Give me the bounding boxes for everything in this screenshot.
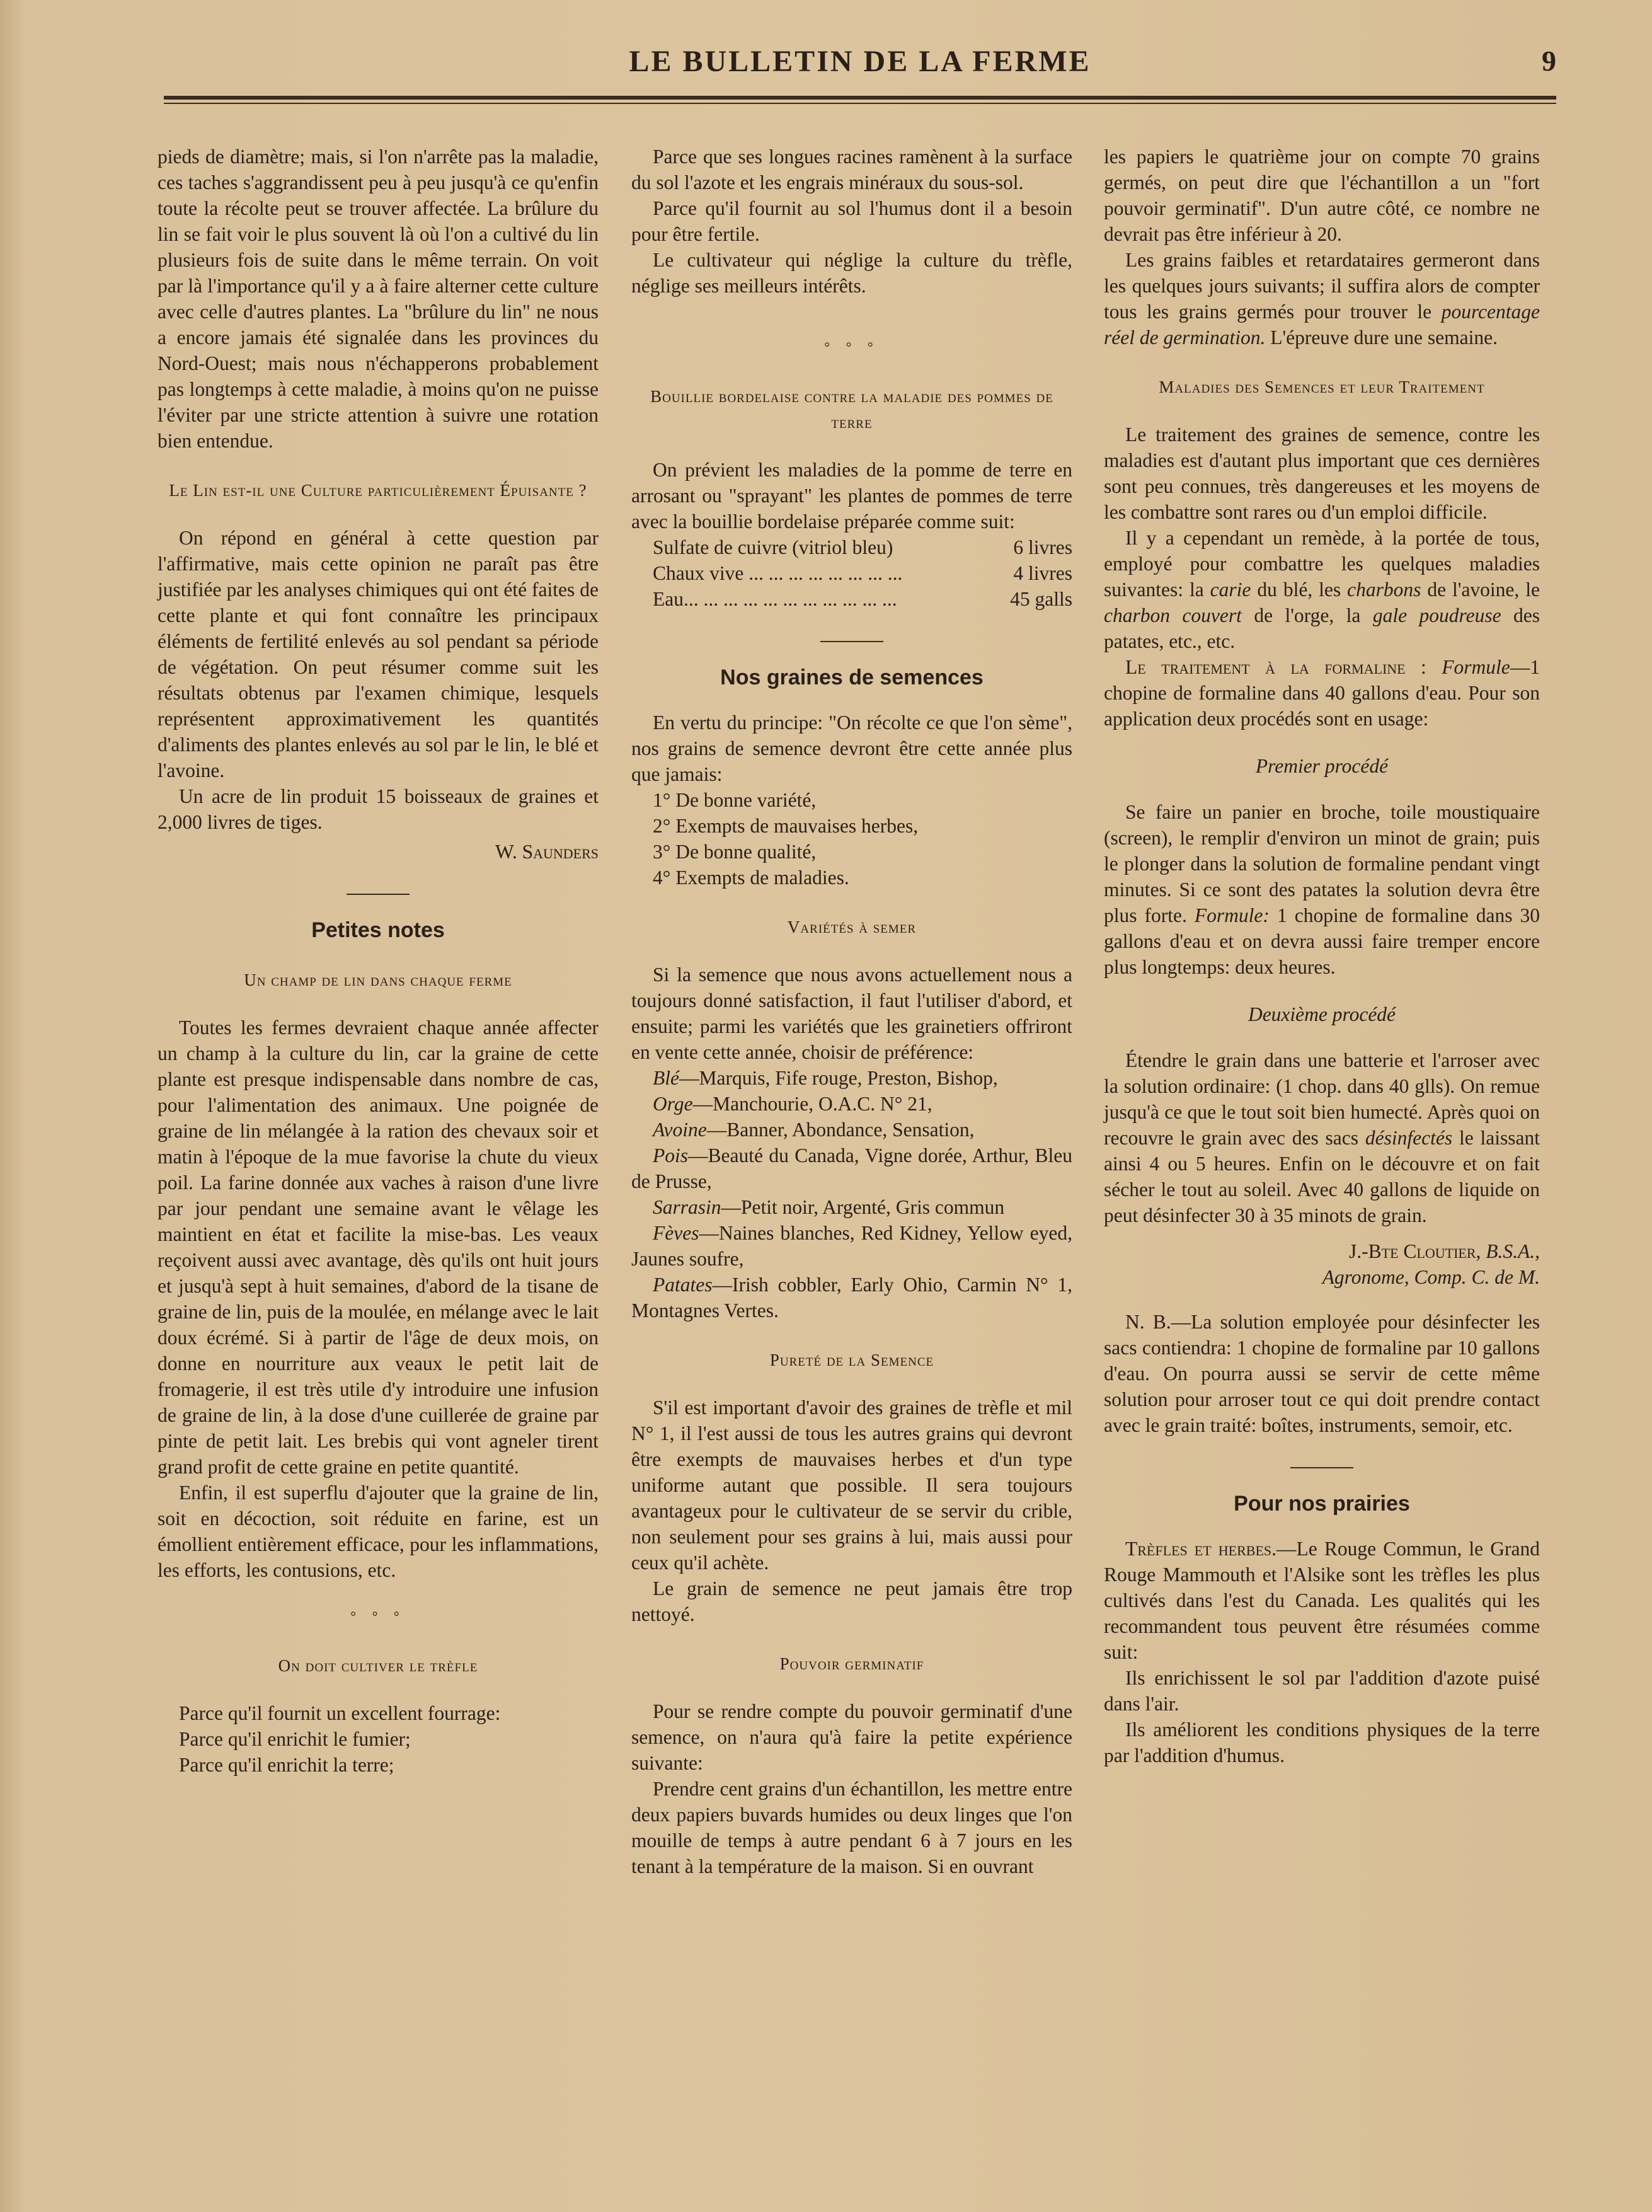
variety-list: —Marquis, Fife rouge, Preston, Bishop, (679, 1067, 998, 1089)
text-run-italic: carie (1210, 579, 1251, 601)
list-line: Parce qu'il enrichit la terre; (179, 1754, 394, 1776)
variety-line (631, 1117, 1072, 1143)
recipe-row (631, 534, 1072, 560)
paragraph: On prévient les maladies de la pomme de terre en arrosant ou "sprayant" les plantes de pommes de terre avec la bouillie bordelaise préparée comme suit: (631, 459, 1072, 533)
author-degree: B.S.A., (1486, 1240, 1540, 1262)
paragraph (1104, 799, 1540, 980)
text-run-italic: pourcentage réel de germination. (1104, 301, 1540, 349)
recipe-ingredient: Chaux vive ... ... ... ... ... ... ... ... (653, 562, 903, 584)
paragraph: Enfin, il est superflu d'ajouter que la graine de lin, soit en décoction, soit réduite en farine, est un émollient entièrement efficace, pour les inflammations, les efforts, les contusions, etc. (158, 1482, 599, 1581)
variety-list: —Banner, Abondance, Sensation, (706, 1119, 975, 1141)
list-line: Parce qu'il fournit un excellent fourrage: (179, 1702, 501, 1724)
section-title: Nos graines de semences (720, 665, 984, 689)
paragraph: Parce que ses longues racines ramènent à la surface du sol l'azote et les engrais minéraux du sous-sol. (631, 146, 1072, 193)
author-signature: W. Saunders (495, 841, 599, 863)
list-line: Parce qu'il enrichit le fumier; (179, 1728, 411, 1750)
author-signature (1104, 1238, 1540, 1264)
recipe-row (631, 586, 1072, 612)
separator-rule (1290, 1467, 1353, 1468)
paragraph: les papiers le quatrième jour on compte 70 grains germés, on peut dire que l'échantillon a un "fort pouvoir germinatif". D'un autre côté, ce nombre ne devrait pas être inférieur à 20. (1104, 146, 1540, 245)
section-heading: Maladies des Semences et leur Traitement (1159, 377, 1485, 396)
variety-list: —Manchourie, O.A.C. N° 21, (692, 1093, 932, 1115)
variety-line (631, 1220, 1072, 1272)
separator-rule (347, 894, 410, 895)
text-run: Les grains faibles et retardataires germeront dans les quelques jours suivants; il suffira alors de compter tous les grains germés pour trouver le (1104, 249, 1540, 323)
paragraph (1104, 525, 1540, 654)
text-run-italic: désinfectés (1365, 1127, 1453, 1149)
variety-line (631, 1194, 1072, 1220)
section-heading: Variétés à semer (787, 918, 917, 936)
text-run: le laissant ainsi 4 ou 5 heures. Enfin on le découvre et on fait sécher le tout au soleil. Avec 40 gallons de liquide on peut désinfecter 30 à 35 minots de grain. (1104, 1127, 1540, 1226)
page-header (164, 44, 1556, 88)
variety-crop: Patates (653, 1274, 713, 1296)
recipe-quantity: 4 livres (1013, 562, 1072, 584)
column-2 (631, 144, 1072, 1879)
text-run: de l'avoine, le (1421, 579, 1540, 601)
section-heading: On doit cultiver le trèfle (278, 1656, 478, 1675)
paragraph: S'il est important d'avoir des graines de trèfle et mil N° 1, il l'est aussi de tous les autres grains qui devront être exempts de mauvaises herbes et d'un type uniforme autant que possible. Il sera toujours avantageux pour le cultivateur de se servir du crible, non seulement pour ses grains à lui, mais aussi pour ceux qu'il achète. (631, 1397, 1072, 1574)
paragraph: Le grain de semence ne peut jamais être trop nettoyé. (631, 1577, 1072, 1625)
subheading: Deuxième procédé (1248, 1003, 1396, 1025)
section-heading: Bouillie bordelaise contre la maladie des pommes de terre (650, 387, 1053, 432)
ornament: ° ° ° (824, 339, 880, 355)
paragraph: pieds de diamètre; mais, si l'on n'arrête pas la maladie, ces taches s'aggrandissent peu à peu jusqu'à ce qu'enfin toute la récolte peut se trouver affectée. La brûlure du lin se fait voir le plus souvent là où l'on a cultivé du lin plusieurs fois de suite dans le même terrain. On voit par là l'importance qu'il y a à faire alterner cette culture avec celle d'autres plantes. La "brûlure du lin" ne nous a encore jamais été signalée dans les provinces du Nord-Ouest; mais nous n'échapperons probablement pas longtemps à cette maladie, à moins qu'on ne puisse l'éviter par une stricte attention à suivre une rotation bien entendue. (158, 146, 599, 452)
paragraph: Un acre de lin produit 15 boisseaux de graines et 2,000 livres de tiges. (158, 785, 599, 833)
paragraph: Si la semence que nous avons actuellement nous a toujours donné satisfaction, il faut l'utiliser d'abord, et ensuite; parmi les variétés que les grainetiers offriront en vente cette année, choisir de préférence: (631, 964, 1072, 1063)
list-item: 1° De bonne variété, (653, 789, 817, 811)
list-item: 3° De bonne qualité, (653, 841, 817, 863)
recipe-ingredient: Eau... ... ... ... ... ... ... ... ... ... ... (653, 588, 897, 610)
text-run: 1 chopine de formaline dans 30 gallons d'eau et on devra aussi faire tremper encore plus longtemps: deux heures. (1104, 904, 1540, 978)
publication-title: LE BULLETIN DE LA FERME (629, 45, 1091, 78)
text-run-italic: Formule: (1194, 904, 1270, 926)
header-rule-thin (164, 103, 1556, 104)
section-heading: Pouvoir germinatif (779, 1654, 924, 1673)
text-run-italic: Formule (1442, 656, 1510, 678)
variety-list: —Beauté du Canada, Vigne dorée, Arthur, Bleu de Prusse, (631, 1144, 1072, 1192)
text-run: de l'orge, la (1241, 604, 1373, 626)
column-3 (1104, 144, 1540, 1768)
paragraph: Ils enrichissent le sol par l'addition d'azote puisé dans l'air. (1104, 1667, 1540, 1715)
text-run: Étendre le grain dans une batterie et l'arroser avec la solution ordinaire: (1 chop. dans 40 glls). On remue jusqu'à ce que le tout soit bien humecté. Après quoi on recouvre le grain avec des sacs (1104, 1049, 1540, 1149)
page-number: 9 (1542, 45, 1556, 77)
variety-crop: Pois (653, 1144, 689, 1166)
paragraph: En vertu du principe: "On récolte ce que l'on sème", nos grains de semence devront être cette année plus que jamais: (631, 711, 1072, 785)
paragraph: Pour se rendre compte du pouvoir germinatif d'une semence, on n'aura qu'à faire la petite expérience suivante: (631, 1700, 1072, 1774)
section-heading: Le Lin est-il une Culture particulièrement Épuisante ? (169, 481, 587, 500)
variety-line (631, 1272, 1072, 1323)
paragraph: Toutes les fermes devraient chaque année affecter un champ à la culture du lin, car la graine de cette plante est presque indispensable dans nombre de cas, pour l'alimentation des animaux. Une poignée de graine de lin mélangée à la ration des chevaux soir et matin à l'époque de la mue favorise la chute du vieux poil. La farine donnée aux vaches à raison d'une livre par jour pendant une semaine avant le vêlage les maintient en état et facilite la mise-bas. Les veaux reçoivent aussi avec avantage, dès qu'ils ont huit jours et jusqu'à sept à huit semaines, d'abord de la tisane de graine de lin, puis de la moulée, en mélange avec le lait doux écrémé. Si à partir de l'âge de deux mois, on donne en nourriture aux veaux le petit lait de fromagerie, il est très utile d'y introduire une infusion de graine de lin, à la dose d'une cuillerée de graine par pinte de petit lait. Les brebis qui vont agneler tirent grand profit de cette graine en petite quantité. (158, 1017, 599, 1478)
recipe-quantity: 6 livres (1013, 536, 1072, 558)
paragraph: N. B.—La solution employée pour désinfecter les sacs contiendra: 1 chopine de formaline par 10 gallons d'eau. On pourra aussi se servir de cette même solution pour arroser tout ce qui doit prendre contact avec le grain traité: boîtes, instruments, semoir, etc. (1104, 1311, 1540, 1436)
section-heading: Un champ de lin dans chaque ferme (244, 971, 512, 989)
recipe-ingredient: Sulfate de cuivre (vitriol bleu) (653, 536, 893, 558)
paragraph: Parce qu'il fournit au sol l'humus dont il a besoin pour être fertile. (631, 197, 1072, 245)
text-run: Se faire un panier en broche, toile moustiquaire (screen), le remplir d'environ un minot de grain; puis le plonger dans la solution de formaline pendant vingt minutes. Si ce sont des patates la solution devra être plus forte. (1104, 801, 1540, 926)
paragraph (1104, 654, 1540, 732)
author-name: J.-Bte Cloutier, (1349, 1240, 1486, 1262)
text-run: L'épreuve dure une semaine. (1265, 326, 1498, 349)
column-1 (158, 144, 599, 1778)
paragraph: Le cultivateur qui néglige la culture du trèfle, néglige ses meilleurs intérêts. (631, 249, 1072, 297)
recipe-row (631, 560, 1072, 586)
variety-list: —Naines blanches, Red Kidney, Yellow eyed, Jaunes soufre, (631, 1222, 1072, 1270)
subheading: Premier procédé (1255, 755, 1389, 777)
variety-line (631, 1143, 1072, 1194)
text-run: —Le Rouge Commun, le Grand Rouge Mammouth et l'Alsike sont les trèfles les plus cultivés dans l'est du Canada. Les qualités qui les recommandent tous peuvent être résumées comme suit: (1104, 1538, 1540, 1663)
author-title: Agronome, Comp. C. de M. (1322, 1266, 1540, 1288)
text-run-smallcaps: Le traitement à la formaline : (1125, 656, 1442, 678)
text-run-smallcaps: Trèfles et herbes. (1125, 1538, 1277, 1560)
paragraph: Le traitement des graines de semence, contre les maladies est d'autant plus important que ces dernières sont peu connues, très dangereuses et les moyens de les combattre sont rares ou d'un emploi difficile. (1104, 423, 1540, 523)
variety-crop: Blé (653, 1067, 679, 1089)
list-item: 2° Exempts de mauvaises herbes, (653, 815, 919, 837)
paragraph (1104, 247, 1540, 350)
variety-crop: Avoine (653, 1119, 707, 1141)
header-rule-thick (164, 96, 1556, 100)
paragraph: Prendre cent grains d'un échantillon, les mettre entre deux papiers buvards humides ou deux linges que l'on mouille de temps à autre pendant 6 à 7 jours en les tenant à la température de la maison. Si en ouvrant (631, 1778, 1072, 1877)
ornament: ° ° ° (350, 1608, 406, 1624)
section-title: Petites notes (311, 918, 445, 942)
paragraph (1104, 1047, 1540, 1228)
variety-line (631, 1065, 1072, 1091)
separator-rule (820, 641, 883, 642)
list-item: 4° Exempts de maladies. (653, 867, 849, 889)
text-run-italic: charbons (1347, 579, 1421, 601)
text-run-italic: gale poudreuse (1372, 604, 1501, 626)
text-run: du blé, les (1251, 579, 1348, 601)
section-title: Pour nos prairies (1234, 1492, 1410, 1516)
variety-crop: Orge (653, 1093, 693, 1115)
text-run: Il y a cependant un remède, à la portée de tous, employé pour combattre les quelques maladies suivantes: la (1104, 527, 1540, 601)
section-heading: Pureté de la Semence (769, 1351, 934, 1369)
variety-crop: Sarrasin (653, 1196, 721, 1218)
paragraph: Ils améliorent les conditions physiques de la terre par l'addition d'humus. (1104, 1719, 1540, 1766)
text-run-italic: charbon couvert (1104, 604, 1242, 626)
variety-line (631, 1091, 1072, 1117)
recipe-quantity: 45 galls (1010, 588, 1072, 610)
variety-list: —Petit noir, Argenté, Gris commun (721, 1196, 1005, 1218)
paragraph: On répond en général à cette question par l'affirmative, mais cette opinion ne paraît pas être justifiée par les analyses chimiques qui ont été faites de cette plante et qui font connaître les principaux éléments de fertilité enlevés au sol pendant sa période de végétation. On peut résumer comme suit les résultats obtenus par l'examen chimique, lesquels représentent approximativement les quantités d'aliments des plantes enlevés au sol par le lin, le blé et l'avoine. (158, 527, 599, 781)
text-run: —1 chopine de formaline dans 40 gallons d'eau. Pour son application deux procédés sont en usage: (1104, 656, 1540, 730)
text-run: des patates, etc., etc. (1104, 604, 1540, 652)
variety-crop: Fèves (653, 1222, 699, 1244)
paragraph (1104, 1536, 1540, 1665)
variety-list: —Irish cobbler, Early Ohio, Carmin N° 1, Montagnes Vertes. (631, 1274, 1072, 1322)
